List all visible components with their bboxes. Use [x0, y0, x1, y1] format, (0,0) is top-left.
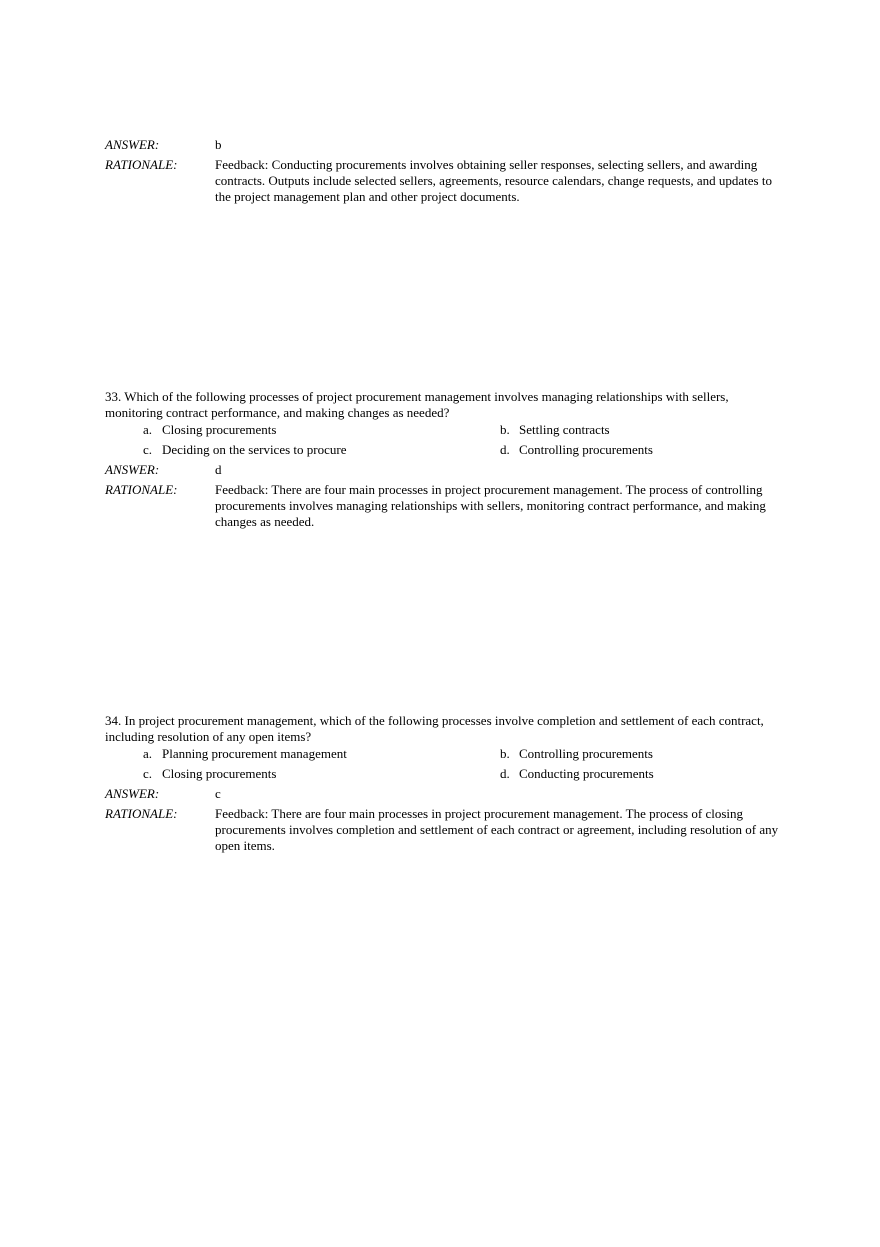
rationale-text: Feedback: Conducting procurements involves obtaining seller responses, selecting sellers, and awarding contracts. Outputs include selected sellers, agreements, resource calendars, change requests, and updates to the project management plan and other project documents.	[215, 157, 772, 204]
option-b	[500, 422, 610, 438]
option-letter: c.	[143, 442, 153, 457]
option-letter: c.	[143, 766, 153, 781]
option-a	[143, 746, 347, 762]
answer-label: ANSWER:	[105, 786, 160, 801]
question-33-block	[105, 389, 785, 530]
options	[105, 746, 785, 786]
option-letter: b.	[500, 422, 510, 437]
option-letter: b.	[500, 746, 510, 761]
option-text: Planning procurement management	[162, 746, 347, 761]
rationale-label: RATIONALE:	[105, 806, 178, 821]
option-text: Controlling procurements	[519, 746, 653, 761]
option-letter: d.	[500, 442, 510, 457]
rationale-row	[105, 806, 785, 854]
option-d	[500, 442, 653, 458]
option-b	[500, 746, 653, 762]
question-text: 34. In project procurement management, which of the following processes involve completion and settlement of each contract, including resolution of any open items?	[105, 713, 764, 744]
answer-row	[105, 462, 785, 478]
options	[105, 422, 785, 462]
option-text: Settling contracts	[519, 422, 610, 437]
option-letter: d.	[500, 766, 510, 781]
option-letter: a.	[143, 746, 153, 761]
option-c	[143, 442, 346, 458]
answer-value: c	[215, 786, 221, 801]
answer-label: ANSWER:	[105, 462, 160, 477]
option-a	[143, 422, 276, 438]
answer-row	[105, 786, 785, 802]
option-d	[500, 766, 654, 782]
answer-value: b	[215, 137, 222, 152]
rationale-text: Feedback: There are four main processes in project procurement management. The process of closing procurements involves completion and settlement of each contract or agreement, including resolution of any open items.	[215, 806, 779, 853]
option-letter: a.	[143, 422, 153, 437]
prev-answer-block	[105, 137, 785, 205]
rationale-label: RATIONALE:	[105, 157, 178, 172]
answer-row	[105, 137, 785, 153]
rationale-row	[105, 157, 785, 205]
answer-value: d	[215, 462, 222, 477]
rationale-row	[105, 482, 785, 530]
rationale-label: RATIONALE:	[105, 482, 178, 497]
option-text: Deciding on the services to procure	[162, 442, 347, 457]
option-text: Closing procurements	[162, 766, 277, 781]
option-text: Closing procurements	[162, 422, 277, 437]
option-text: Controlling procurements	[519, 442, 653, 457]
question-34-block	[105, 713, 785, 854]
option-text: Conducting procurements	[519, 766, 654, 781]
rationale-text: Feedback: There are four main processes in project procurement management. The process of controlling procurements involves managing relationships with sellers, monitoring contract performance, and making changes as needed.	[215, 482, 766, 529]
answer-label: ANSWER:	[105, 137, 160, 152]
option-c	[143, 766, 276, 782]
question-text: 33. Which of the following processes of project procurement management involves managing relationships with sellers, monitoring contract performance, and making changes as needed?	[105, 389, 729, 420]
